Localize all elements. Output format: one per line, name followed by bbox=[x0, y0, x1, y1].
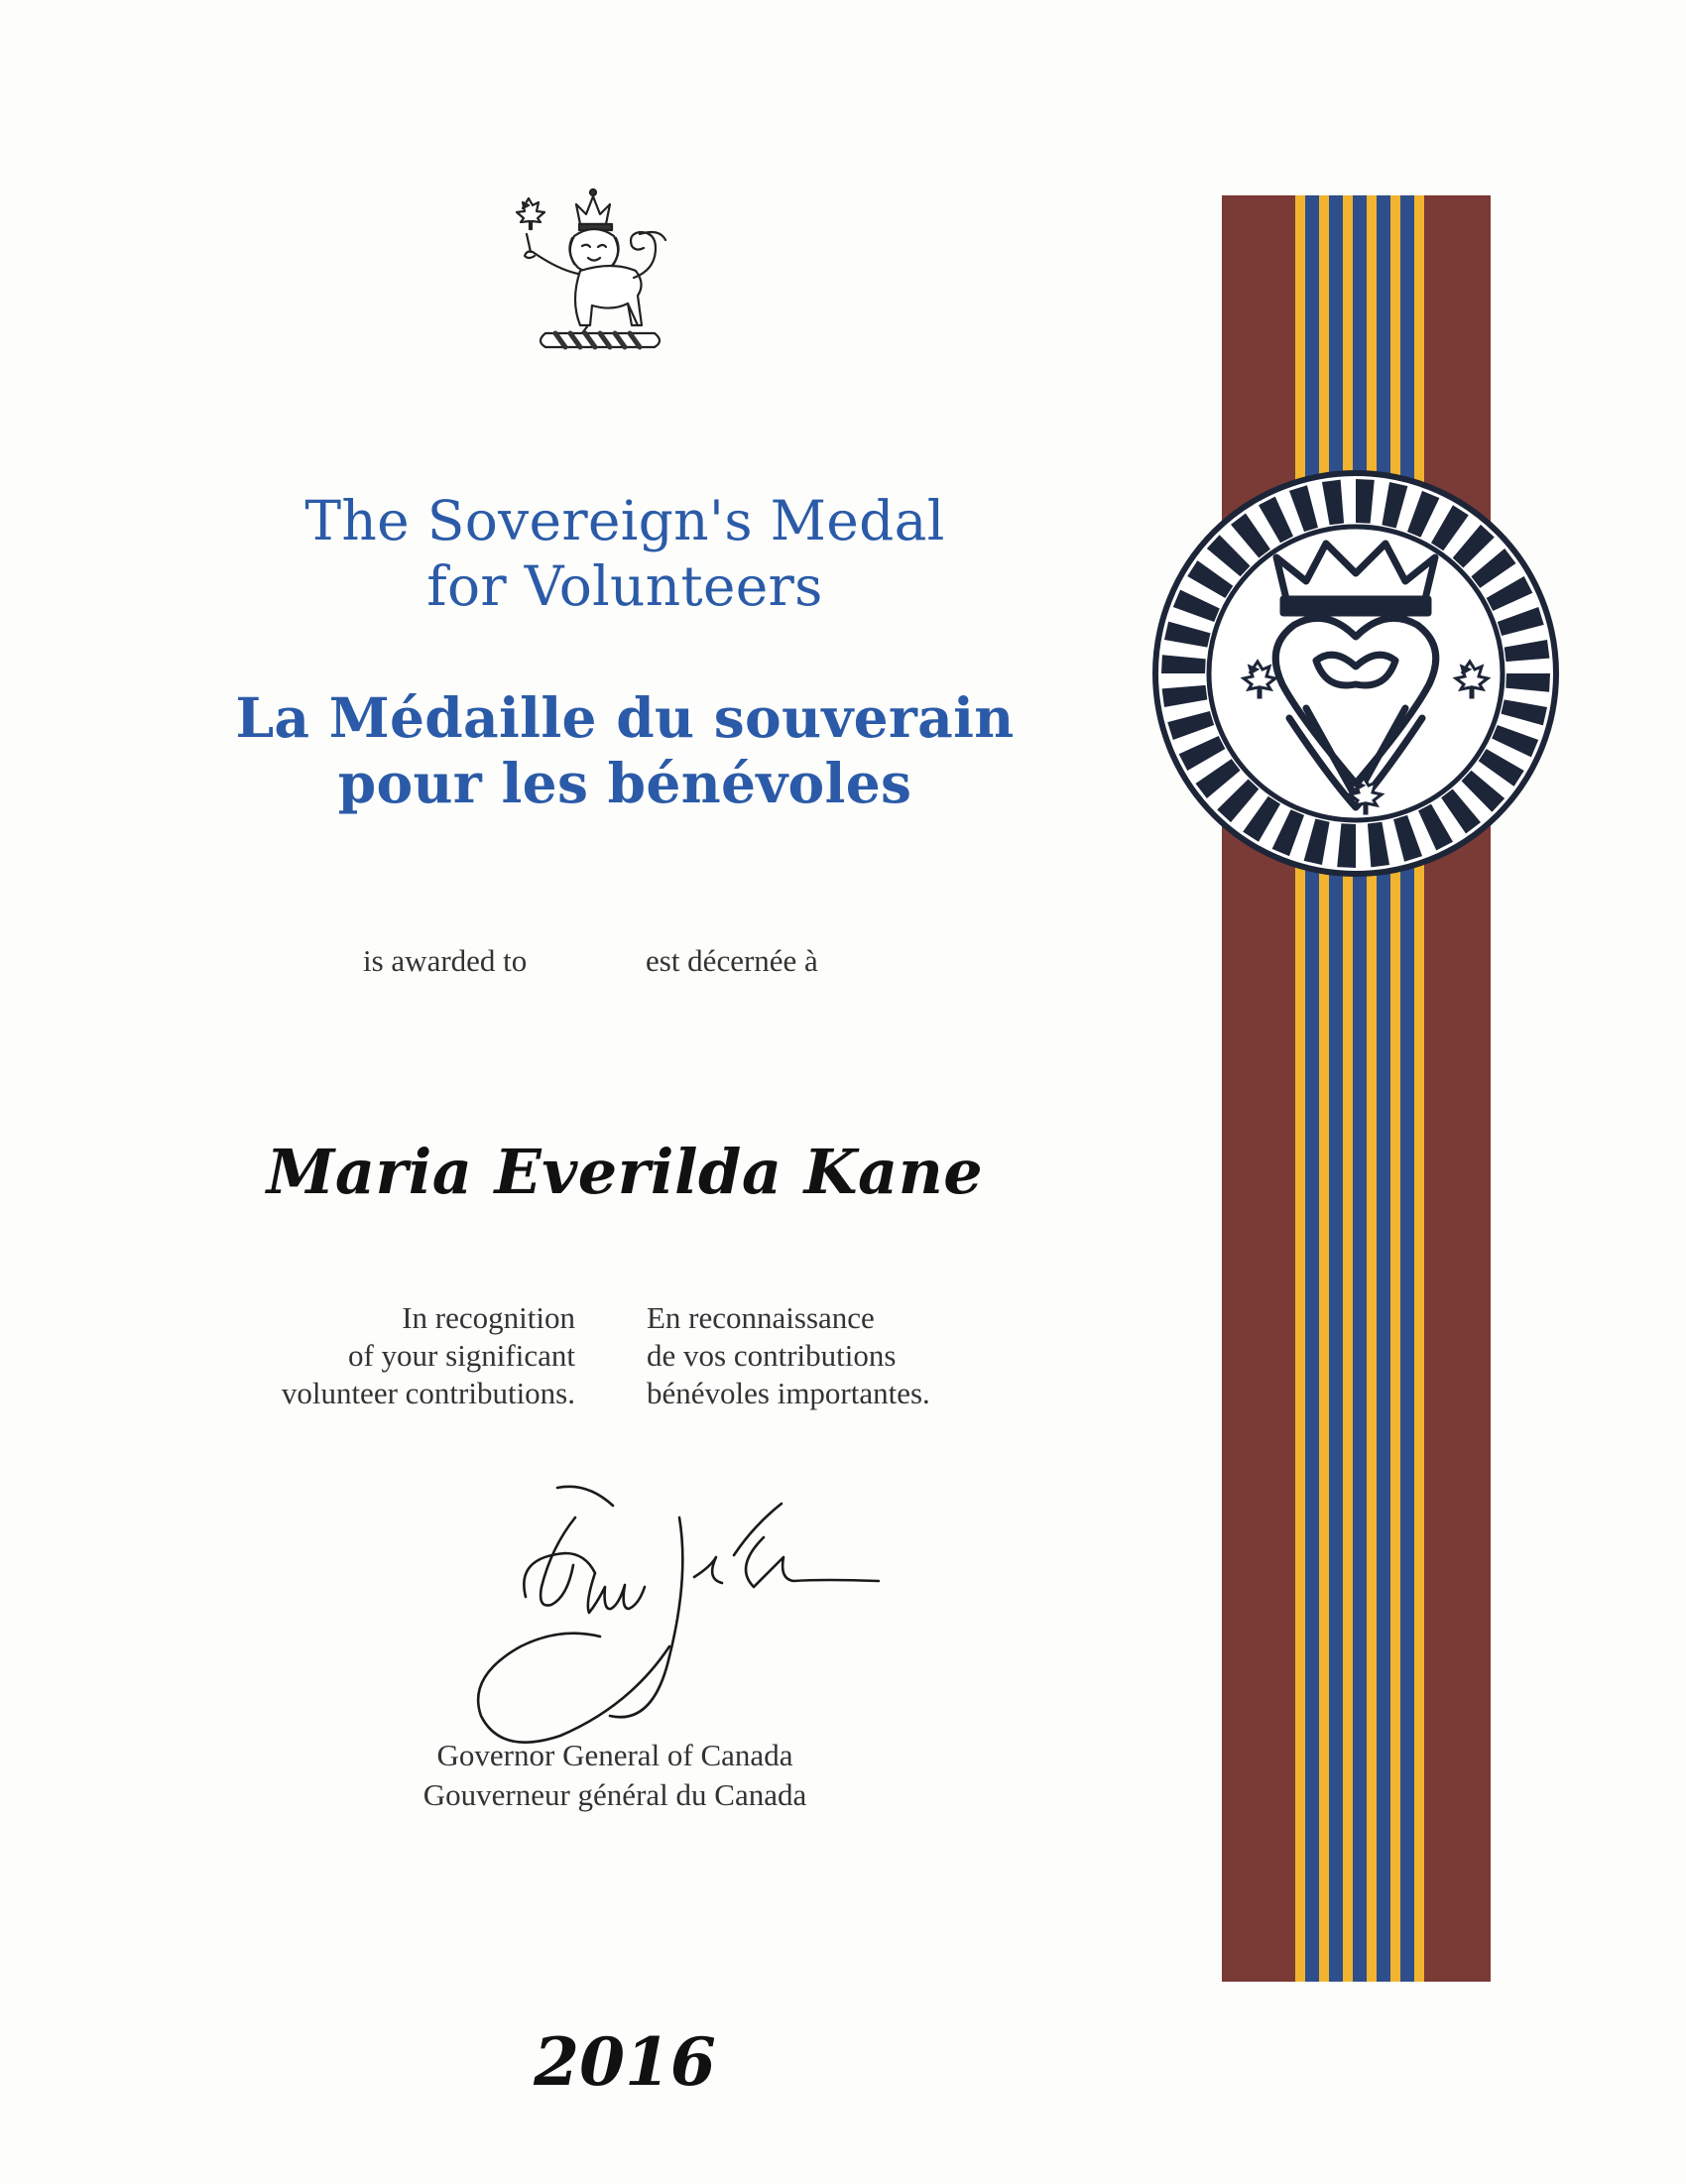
signature-icon bbox=[466, 1478, 932, 1756]
recognition-english-line2: of your significant bbox=[347, 1338, 575, 1373]
recognition-french-line2: de vos contributions bbox=[647, 1338, 897, 1373]
recognition-french-line1: En reconnaissance bbox=[647, 1300, 875, 1335]
recognition-french bbox=[647, 1299, 930, 1412]
recipient-name: Maria Everilda Kane bbox=[266, 1136, 984, 1208]
signatory-title-french: Gouverneur général du Canada bbox=[422, 1777, 807, 1812]
title-english-line1: The Sovereign's Medal bbox=[304, 489, 945, 552]
awarded-to-french: est décernée à bbox=[646, 943, 818, 978]
recognition-french-line3: bénévoles importantes. bbox=[647, 1376, 930, 1410]
title-french-line2: pour les bénévoles bbox=[337, 751, 912, 815]
title-english-line2: for Volunteers bbox=[426, 554, 823, 618]
recognition-english bbox=[282, 1299, 575, 1412]
title-french bbox=[179, 685, 1071, 816]
recognition-english-line3: volunteer contributions. bbox=[281, 1376, 575, 1410]
title-english bbox=[179, 488, 1071, 619]
title-french-line1: La Médaille du souverain bbox=[235, 685, 1015, 750]
awarded-to-english: is awarded to bbox=[363, 943, 528, 978]
medal-ribbon bbox=[1222, 195, 1491, 1982]
sovereigns-medal-icon bbox=[1152, 470, 1559, 877]
recognition-english-line1: In recognition bbox=[402, 1300, 575, 1335]
signatory-title-english: Governor General of Canada bbox=[436, 1738, 793, 1772]
award-year: 2016 bbox=[534, 2023, 716, 2101]
royal-lion-crest-icon bbox=[501, 177, 684, 353]
